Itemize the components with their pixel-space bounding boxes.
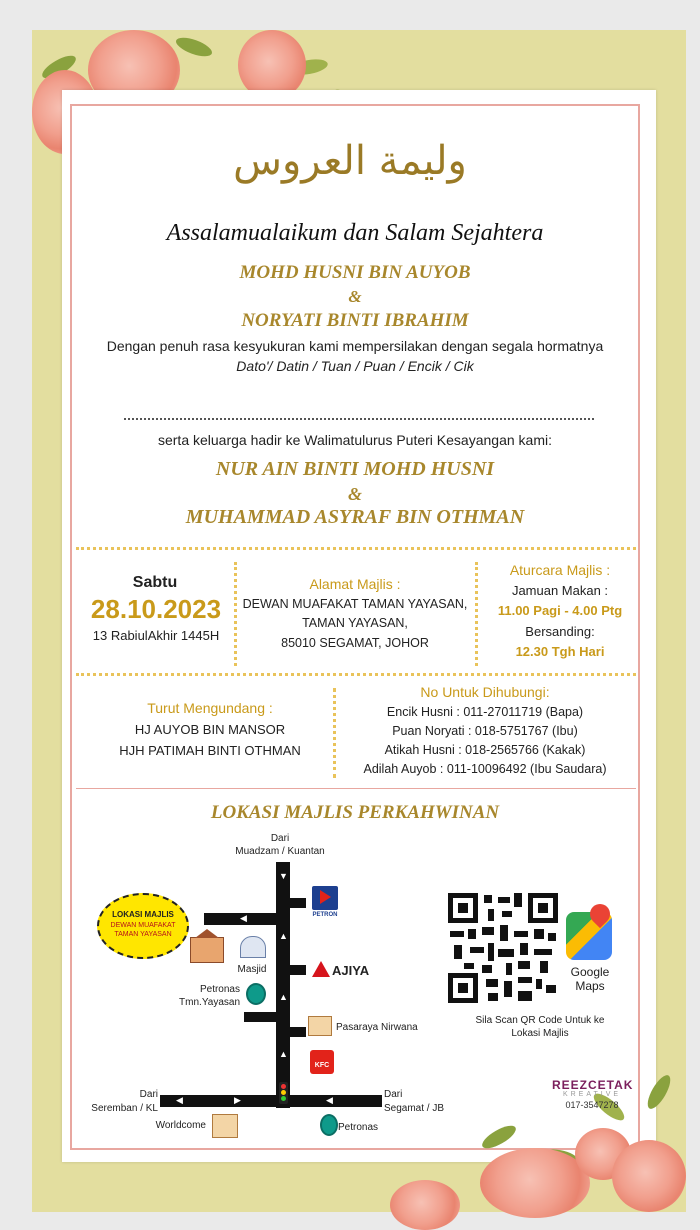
honorific-titles: Dato'/ Datin / Tuan / Puan / Encik / Cik bbox=[236, 358, 474, 374]
map-road-pasaraya bbox=[284, 1027, 306, 1037]
map-from-north-2: Muadzam / Kuantan bbox=[235, 846, 325, 857]
couple-ampersand: & bbox=[347, 484, 362, 504]
pasaraya-building-icon bbox=[308, 1016, 332, 1036]
schedule-label: Aturcara Majlis : bbox=[509, 562, 611, 578]
bubble-venue-1: DEWAN MUAFAKAT bbox=[110, 922, 176, 929]
map-main-road-horizontal bbox=[160, 1095, 382, 1107]
road-arrow-left-icon: ◀ bbox=[240, 913, 247, 923]
address-line-1: DEWAN MUAFAKAT TAMAN YAYASAN, bbox=[242, 597, 468, 611]
inviter-name-2: HJH PATIMAH BINTI OTHMAN bbox=[119, 743, 301, 758]
map-from-west-2: Seremban / KL bbox=[91, 1103, 158, 1114]
map-road-petron bbox=[284, 898, 306, 908]
petronas-label: Petronas bbox=[338, 1122, 379, 1133]
petronas-tmn-label-1: Petronas bbox=[199, 984, 240, 995]
venue-building-icon bbox=[190, 937, 224, 963]
petron-label: PETRON bbox=[312, 912, 338, 918]
map-from-east-1: Dari bbox=[384, 1089, 403, 1100]
kfc-label: KFC bbox=[314, 1062, 330, 1069]
inviters-label: Turut Mengundang : bbox=[147, 700, 273, 716]
masjid-icon bbox=[240, 936, 266, 958]
petronas-logo-icon bbox=[246, 983, 266, 1005]
qr-code-icon[interactable] bbox=[448, 893, 558, 1003]
map-road-petronas bbox=[244, 1012, 282, 1022]
road-arrow-up-icon: ▲ bbox=[279, 931, 288, 941]
divider-middle bbox=[76, 673, 636, 676]
bersanding-label: Bersanding: bbox=[525, 624, 595, 639]
groom-name: MUHAMMAD ASYRAF BIN OTHMAN bbox=[185, 506, 525, 528]
bubble-venue-2: TAMAN YAYASAN bbox=[114, 931, 172, 938]
masjid-label: Masjid bbox=[237, 964, 267, 975]
bride-name: NUR AIN BINTI MOHD HUSNI bbox=[215, 458, 495, 480]
brand-name: REEZCETAK bbox=[552, 1078, 634, 1092]
host-name-mother: NORYATI BINTI IBRAHIM bbox=[241, 310, 469, 331]
brand-phone: 017-3547278 bbox=[565, 1100, 619, 1110]
contact-1: Encik Husni : 011-27011719 (Bapa) bbox=[386, 705, 584, 719]
road-arrow-up-icon: ▲ bbox=[279, 1049, 288, 1059]
divider-top bbox=[76, 547, 636, 550]
map-from-east-2: Segamat / JB bbox=[384, 1103, 445, 1114]
contact-3: Atikah Husni : 018-2565766 (Kakak) bbox=[384, 743, 586, 757]
meal-label: Jamuan Makan : bbox=[511, 583, 609, 598]
google-maps-icon[interactable] bbox=[566, 912, 612, 960]
guest-name-dotted-line bbox=[124, 418, 594, 420]
road-arrow-left-icon: ◀ bbox=[176, 1095, 183, 1105]
contacts-label: No Untuk Dihubungi: bbox=[420, 684, 550, 700]
host-ampersand: & bbox=[348, 287, 362, 306]
worldcome-building-icon bbox=[212, 1114, 238, 1138]
divider-inviters-contacts bbox=[333, 688, 336, 778]
petronas-tmn-label-2: Tmn.Yayasan bbox=[179, 997, 240, 1008]
map-road-ajiya bbox=[284, 965, 306, 975]
map-from-north-1: Dari bbox=[270, 833, 290, 844]
road-arrow-right-icon: ▶ bbox=[234, 1095, 241, 1105]
family-line: serta keluarga hadir ke Walimatulurus Puteri Kesayangan kami: bbox=[157, 432, 552, 448]
venue-roof-icon bbox=[195, 929, 219, 938]
map-from-west-1: Dari bbox=[139, 1089, 158, 1100]
bersanding-time: 12.30 Tgh Hari bbox=[515, 644, 605, 659]
host-name-father: MOHD HUSNI BIN AUYOB bbox=[239, 262, 471, 283]
worldcome-label: Worldcome bbox=[155, 1120, 206, 1131]
pasaraya-label: Pasaraya Nirwana bbox=[336, 1022, 418, 1033]
event-day: Sabtu bbox=[132, 574, 178, 591]
event-hijri-date: 13 RabiulAkhir 1445H bbox=[92, 628, 220, 643]
inviter-name-1: HJ AUYOB BIN MANSOR bbox=[134, 722, 286, 737]
petron-logo-icon bbox=[312, 886, 338, 910]
contact-4: Adilah Auyob : 011-10096492 (Ibu Saudara) bbox=[363, 762, 607, 776]
arabic-title: وليمة العروس bbox=[233, 138, 467, 184]
traffic-light-icon bbox=[279, 1082, 288, 1104]
qr-code-graphic bbox=[448, 893, 558, 1003]
google-maps-label-1: Google bbox=[570, 965, 610, 979]
address-line-2: TAMAN YAYASAN, bbox=[302, 616, 408, 630]
map-title: LOKASI MAJLIS PERKAHWINAN bbox=[210, 802, 500, 823]
road-arrow-down-icon: ▼ bbox=[279, 871, 288, 881]
ajiya-label: AJIYA bbox=[332, 963, 370, 978]
brand-sub: KREATIVE bbox=[562, 1091, 622, 1098]
petronas-logo-icon bbox=[320, 1114, 338, 1136]
scan-instruction-1: Sila Scan QR Code Untuk ke bbox=[475, 1015, 605, 1026]
address-label: Alamat Majlis : bbox=[309, 576, 401, 592]
kfc-logo-icon bbox=[310, 1050, 334, 1074]
scan-instruction-2: Lokasi Majlis bbox=[511, 1028, 569, 1039]
address-line-3: 85010 SEGAMAT, JOHOR bbox=[281, 636, 429, 650]
greeting-text: Assalamualaikum dan Salam Sejahtera bbox=[166, 220, 544, 246]
bubble-title: LOKASI MAJLIS bbox=[112, 910, 174, 919]
road-arrow-up-icon: ▲ bbox=[279, 992, 288, 1002]
invitation-line: Dengan penuh rasa kesyukuran kami mempersilakan dengan segala hormatnya bbox=[106, 338, 604, 354]
contact-2: Puan Noryati : 018-5751767 (Ibu) bbox=[392, 724, 578, 738]
ajiya-logo-icon bbox=[312, 961, 330, 977]
meal-time: 11.00 Pagi - 4.00 Ptg bbox=[497, 603, 623, 618]
google-maps-label-2: Maps bbox=[575, 979, 605, 993]
road-arrow-left-icon: ◀ bbox=[326, 1095, 333, 1105]
divider-bottom bbox=[76, 788, 636, 789]
event-date: 28.10.2023 bbox=[90, 594, 222, 624]
